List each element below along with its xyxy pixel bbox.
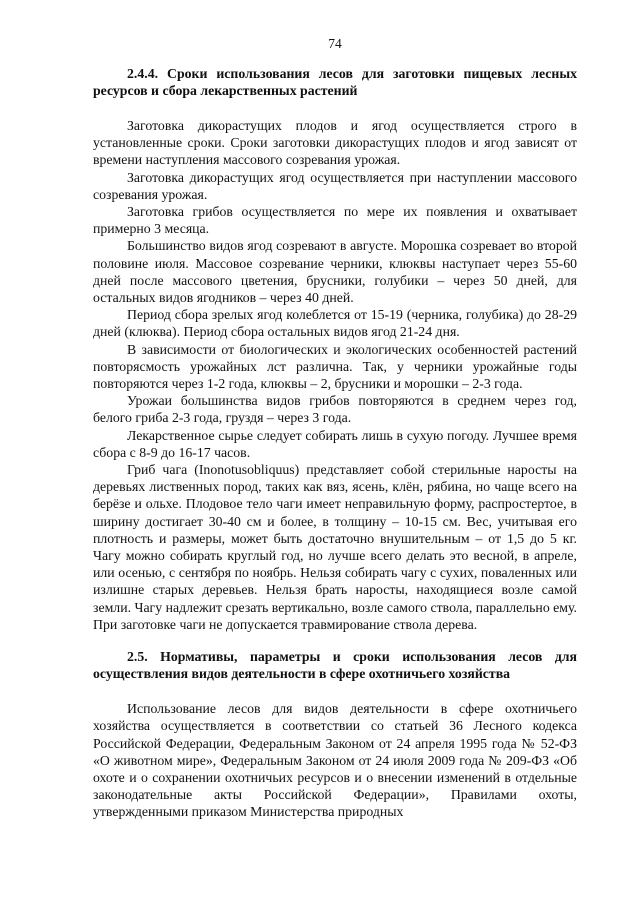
paragraph: Лекарственное сырье следует собирать лишь в сухую погоду. Лучшее время сбора с 8-9 до 16-17 часов. — [93, 427, 577, 460]
paragraph: Заготовка дикорастущих плодов и ягод осуществляется строго в установленные сроки. Сроки заготовки дикорастущих плодов и ягод зависят от времени наступления массового созревания урожая. — [93, 118, 577, 168]
document-page — [93, 36, 577, 821]
section-heading-2-4-4: 2.4.4. Сроки использования лесов для заготовки пищевых лесных ресурсов и сбора лекарственных растений — [93, 66, 577, 98]
paragraph: Период сбора зрелых ягод колеблется от 15-19 (черника, голубика) до 28-29 дней (клюква). Период сбора остальных видов ягод 21-24 дня. — [93, 307, 577, 340]
section-body-2-4-4 — [93, 117, 577, 633]
page-number: 74 — [328, 36, 342, 51]
section-heading-2-5: 2.5. Нормативы, параметры и сроки использования лесов для осуществления видов деятельности в сфере охотничьего хозяйства — [93, 649, 577, 682]
paragraph: В зависимости от биологических и экологических особенностей растений повторясмость урожайных лст различна. Так, у черники урожайные годы повторяются через 1-2 года, клюквы – 2, брусники и морошки – 2-3 года. — [93, 341, 577, 392]
paragraph: Гриб чага (Inonotusobliquus) представляет собой стерильные наросты на деревьях лиственных пород, таких как вяз, ясень, клён, рябина, но чаще всего на берёзе и ольхе. Плодовое тело чаги имеет неправильную форму, распростертое, в ширину достигает 30-40 см и более, в толщину – 10-15 см. Вес, учитывая его плотность и размеры, может быть достаточно внушительным – от 1,5 до 5 кг. Чагу можно собирать круглый год, но лучше всего делать это весной, в апреле, или осенью, с сентября по ноябрь. Нельзя собирать чагу с сухих, поваленных или излишне старых деревьев. Нельзя брать наросты, находящиеся возле самой земли. Чагу надлежит срезать вертикально, возле самого ствола, параллельно ему. При заготовке чаги не допускается травмирование ствола дерева. — [93, 462, 577, 632]
paragraph: Большинство видов ягод созревают в августе. Морошка созревает во второй половине июля. Массовое созревание черники, клюквы наступает через 55-60 дней после массового цветения, брусники, голубики – через 50 дней, для остальных видов ягодников – через 40 дней. — [93, 238, 577, 306]
section-body-2-5 — [93, 700, 577, 820]
paragraph: Заготовка грибов осуществляется по мере их появления и охватывает примерно 3 месяца. — [93, 204, 577, 237]
paragraph: Использование лесов для видов деятельности в сфере охотничьего хозяйства осуществляется в соответствии со статьей 36 Лесного кодекса Российской Федерации, Федеральным Законом от 24 апреля 1995 года № 52-ФЗ «О животном мире», Федеральным Законом от 24 июля 2009 года № 209-ФЗ «Об охоте и о сохранении охотничьих ресурсов и о внесении изменений в отдельные законодательные акты Российской Федерации», Правилами охоты, утвержденными приказом Министерства природных — [93, 701, 577, 820]
paragraph: Заготовка дикорастущих ягод осуществляется при наступлении массового созревания урожая. — [93, 169, 577, 202]
paragraph: Урожаи большинства видов грибов повторяются в среднем через год, белого гриба 2-3 года, груздя – через 3 года. — [93, 393, 577, 426]
